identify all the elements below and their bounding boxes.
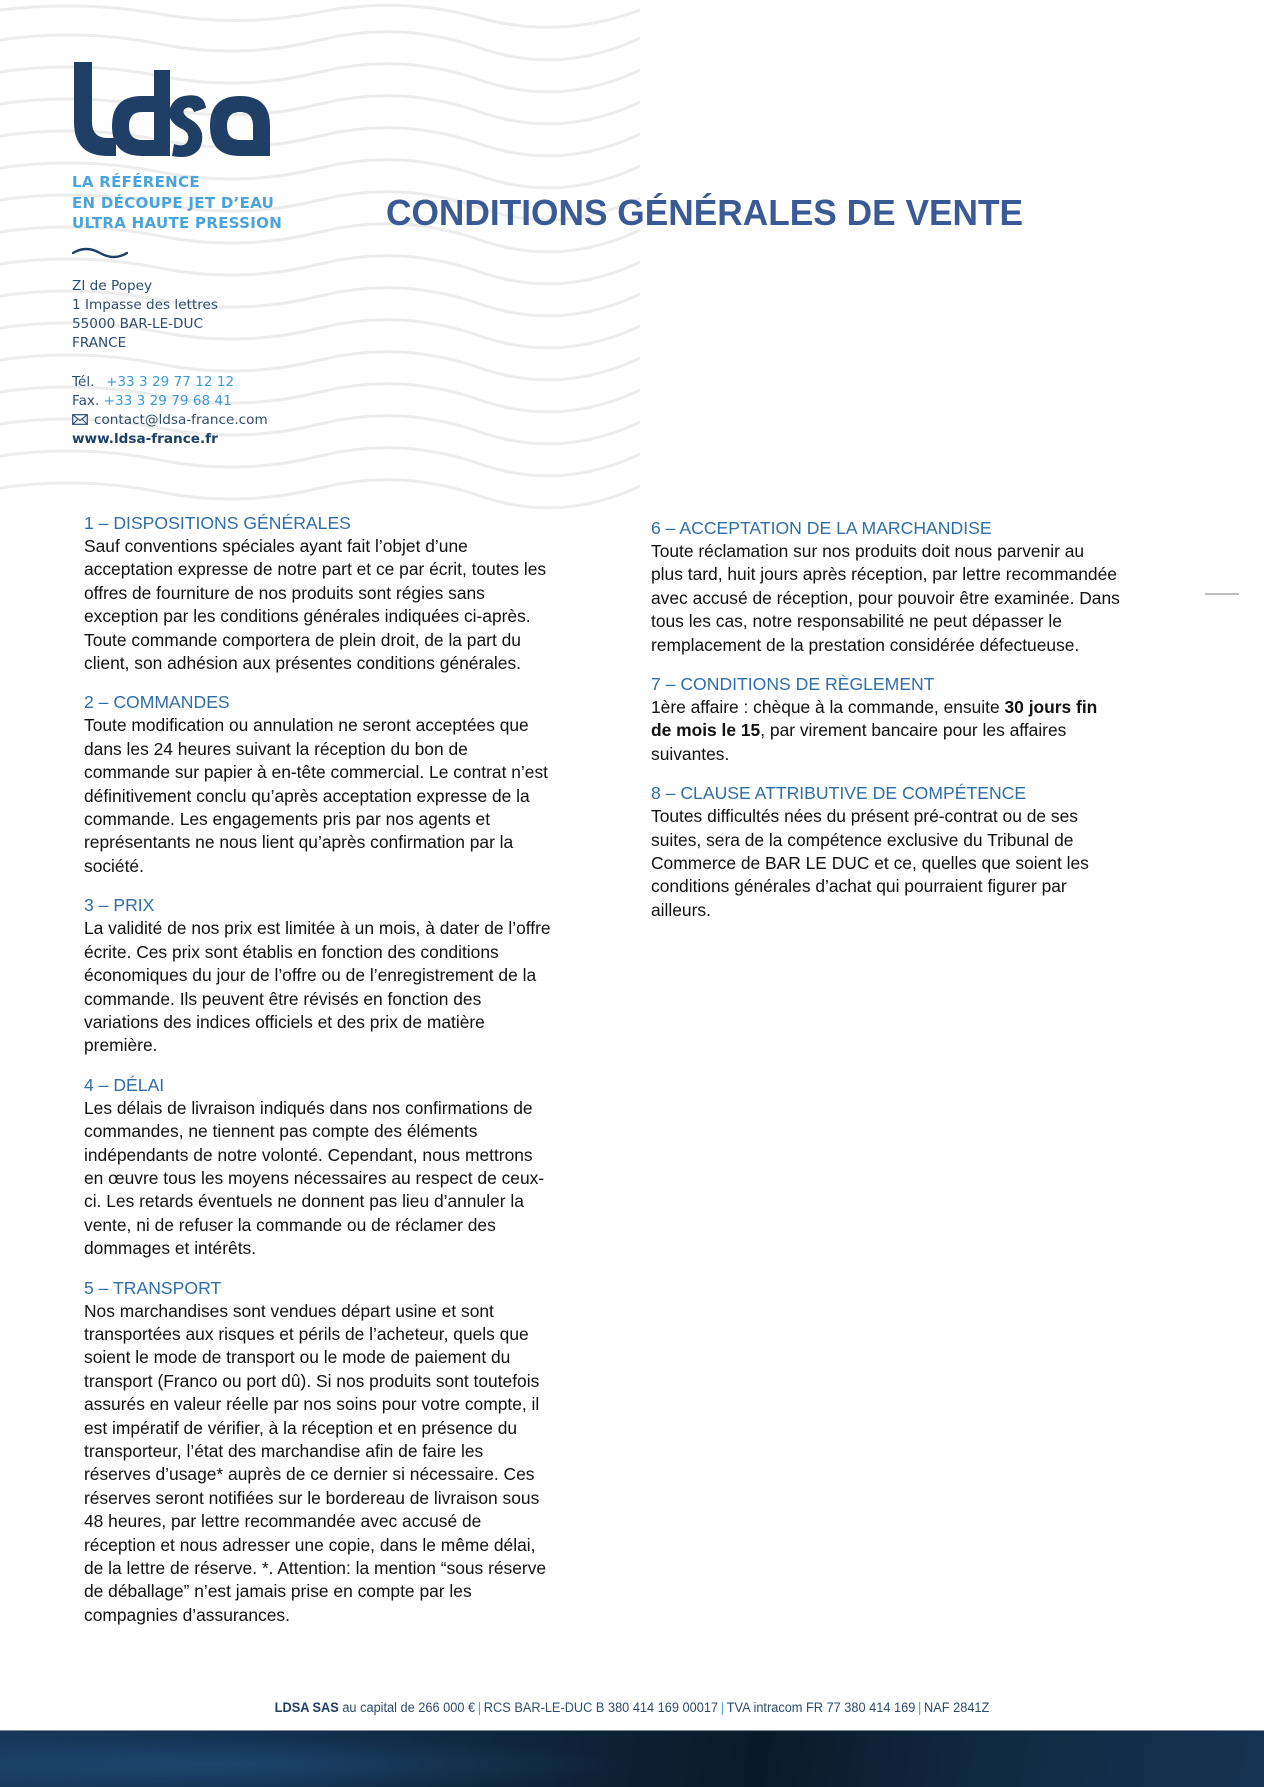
text-line <box>651 719 1181 742</box>
text-line: est impératif de vérifier, à la réception et en présence du <box>84 1417 518 1438</box>
text-line: plus tard, huit jours après réception, par lettre recommandée <box>651 564 1117 585</box>
section-transport <box>84 1277 614 1628</box>
footer-glow <box>0 1731 700 1787</box>
section-heading: 8 – CLAUSE ATTRIBUTIVE DE COMPÉTENCE <box>651 783 1027 804</box>
text-line: réserves d’usage* auprès de ce dernier si nécessaire. Ces <box>84 1464 535 1485</box>
tva-info: TVA intracom FR 77 380 414 169 <box>726 1700 916 1716</box>
text-line: Toute réclamation sur nos produits doit nous parvenir au <box>651 541 1085 561</box>
section-heading: 2 – COMMANDES <box>84 692 230 713</box>
text-line: Toute modification ou annulation ne seront acceptées que <box>84 715 529 736</box>
text-line: suivantes. <box>651 743 730 764</box>
ldsa-logo <box>72 62 272 158</box>
text-line: suites, sera de la compétence exclusive du Tribunal de <box>651 829 1074 850</box>
text-line: dommages et intérêts. <box>84 1238 257 1259</box>
payment-terms-emphasis: 30 jours fin <box>1004 697 1098 718</box>
text-line: définitivement conclu qu’après acceptation expresse de la <box>84 785 530 806</box>
text-line: avec accusé de réception, pour pouvoir être examinée. Dans <box>651 587 1120 608</box>
phone-label: Tél. <box>72 374 95 390</box>
address-line: ZI de Popey <box>72 278 153 294</box>
text-line: commande sur papier à en-tête commercial. Le contrat n’est <box>84 762 548 783</box>
text-line: représentants ne nous lient qu’après confirmation par la <box>84 832 514 853</box>
section-heading: 5 – TRANSPORT <box>84 1277 222 1298</box>
section-prix <box>84 894 614 1057</box>
section-clause-competence <box>651 782 1181 922</box>
text-fragment: 1ère affaire : chèque à la commande, ensuite <box>651 697 1005 718</box>
separator: | <box>477 1700 482 1716</box>
text-line: Sauf conventions spéciales ayant fait l’objet d’une <box>84 536 468 556</box>
text-line <box>651 696 1181 719</box>
text-line: soient le mode de transport ou le mode de paiement du <box>84 1347 511 1368</box>
envelope-icon <box>72 414 88 425</box>
address-line: FRANCE <box>72 335 127 351</box>
text-line: en œuvre tous les moyens nécessaires au respect de ceux- <box>84 1167 545 1188</box>
tagline-line: ULTRA HAUTE PRESSION <box>72 214 283 232</box>
section-heading: 4 – DÉLAI <box>84 1074 165 1095</box>
text-line: de déballage” n’est jamais prise en compte par les <box>84 1581 472 1602</box>
text-line: écrite. Ces prix sont établis en fonction des conditions <box>84 941 499 962</box>
legal-footer <box>63 1700 1201 1716</box>
text-line: 48 heures, par lettre recommandée avec accusé de <box>84 1511 482 1532</box>
rcs-info: RCS BAR-LE-DUC B 380 414 169 00017 <box>483 1700 719 1716</box>
section-body <box>84 714 614 878</box>
section-acceptation-marchandise <box>651 517 1181 657</box>
text-line: commandes, ne tiennent pas compte des éléments <box>84 1121 478 1142</box>
address-line: 55000 BAR-LE-DUC <box>72 316 203 332</box>
footer-decorative-band <box>0 1730 1264 1787</box>
text-line: acceptation expresse de notre part et ce par écrit, toutes les <box>84 559 547 580</box>
company-contact <box>72 373 268 449</box>
text-line: transporteur, l’état des marchandise afin de faire les <box>84 1441 484 1461</box>
text-line: commande. Les engagements pris par nos agents et <box>84 809 491 830</box>
text-line: réserves seront notifiées sur le bordereau de livraison sous <box>84 1487 540 1508</box>
text-line: économiques du jour de l’offre ou de l’enregistrement de la <box>84 965 537 986</box>
section-body <box>84 535 614 675</box>
tagline-line: LA RÉFÉRENCE <box>72 173 200 191</box>
fax-row <box>72 392 268 411</box>
text-line: compagnies d’assurances. <box>84 1604 290 1625</box>
text-line: première. <box>84 1035 158 1056</box>
text-line: dans les 24 heures suivant la réception du bon de <box>84 738 468 759</box>
text-fragment: , par virement bancaire pour les affaires <box>760 720 1067 741</box>
section-dispositions-generales <box>84 512 614 675</box>
text-line: ailleurs. <box>651 899 711 920</box>
text-line: variations des indices officiels et des prix de matière <box>84 1011 485 1032</box>
section-body <box>84 917 614 1057</box>
naf-info: NAF 2841Z <box>924 1700 990 1716</box>
email-link[interactable]: contact@ldsa-france.com <box>94 412 268 428</box>
text-line: La validité de nos prix est limitée à un mois, à dater de l’offre <box>84 918 551 939</box>
text-line: Commerce de BAR LE DUC et ce, quelles que soient les <box>651 853 1089 874</box>
fax-label: Fax. <box>72 393 100 409</box>
company-tagline <box>72 172 282 234</box>
text-line: offres de fourniture de nos produits sont régies sans <box>84 582 485 603</box>
website-link[interactable]: www.ldsa-france.fr <box>72 431 218 447</box>
section-heading: 1 – DISPOSITIONS GÉNÉRALES <box>84 513 351 533</box>
wave-divider-icon <box>72 246 128 260</box>
text-line: remplacement de la prestation considérée défectueuse. <box>651 634 1080 655</box>
text-line: transportées aux risques et périls de l’acheteur, quels que <box>84 1323 529 1344</box>
margin-mark <box>1205 593 1239 595</box>
text-line: ci. Les retards éventuels ne donnent pas lieu d’annuler la <box>84 1191 524 1212</box>
company-address <box>72 277 218 353</box>
capital-info: au capital de 266 000 € <box>342 1700 476 1716</box>
text-line: de la lettre de réserve. *. Attention: la mention “sous réserve <box>84 1558 547 1579</box>
section-body <box>651 696 1181 766</box>
text-line: Les délais de livraison indiqués dans nos confirmations de <box>84 1097 533 1118</box>
text-line: réception et nous adresser une copie, dans le même délai, <box>84 1534 536 1555</box>
address-line: 1 Impasse des lettres <box>72 297 218 313</box>
section-body <box>651 805 1181 922</box>
section-conditions-reglement <box>651 673 1181 766</box>
left-column <box>84 512 614 1643</box>
email-row <box>72 411 268 430</box>
text-line: Toutes difficultés nées du présent pré-contrat ou de ses <box>651 806 1078 827</box>
text-line: Toute commande comportera de plein droit, de la part du <box>84 629 521 650</box>
text-line: conditions générales d’achat qui pourraient figurer par <box>651 876 1067 897</box>
section-body <box>84 1097 614 1261</box>
tagline-line: EN DÉCOUPE JET D’EAU <box>72 193 275 212</box>
text-line: vente, ni de refuser la commande ou de réclamer des <box>84 1214 496 1235</box>
section-heading: 3 – PRIX <box>84 895 155 916</box>
text-line: Nos marchandises sont vendues départ usine et sont <box>84 1300 494 1321</box>
section-commandes <box>84 691 614 878</box>
text-line: exception par les conditions générales indiquées ci-après. <box>84 606 531 627</box>
section-heading: 7 – CONDITIONS DE RÈGLEMENT <box>651 674 935 695</box>
separator: | <box>918 1700 922 1716</box>
right-column <box>651 517 1181 938</box>
company-name: LDSA SAS <box>274 1700 339 1716</box>
section-delai <box>84 1074 614 1261</box>
text-line: indépendants de notre volonté. Cependant, nous mettrons <box>84 1144 533 1165</box>
text-line: tous les cas, notre responsabilité ne peut dépasser le <box>651 611 1062 632</box>
text-line: commande. Ils peuvent être révisés en fonction des <box>84 988 482 1009</box>
fax-number: +33 3 29 79 68 41 <box>103 393 232 409</box>
text-line: société. <box>84 855 144 876</box>
text-line: client, son adhésion aux présentes conditions générales. <box>84 653 521 674</box>
separator: | <box>720 1700 725 1716</box>
text-line: assurés en valeur réelle par nos soins pour votre compte, il <box>84 1394 540 1415</box>
page-title: CONDITIONS GÉNÉRALES DE VENTE <box>386 192 1024 233</box>
phone-number[interactable]: +33 3 29 77 12 12 <box>106 374 235 390</box>
section-heading: 6 – ACCEPTATION DE LA MARCHANDISE <box>651 518 992 538</box>
phone-row <box>72 373 268 392</box>
section-body <box>651 540 1181 657</box>
text-line: transport (Franco ou port dû). Si nos produits sont toutefois <box>84 1370 540 1391</box>
payment-terms-emphasis: de mois le 15 <box>651 720 761 741</box>
section-body <box>84 1300 614 1628</box>
